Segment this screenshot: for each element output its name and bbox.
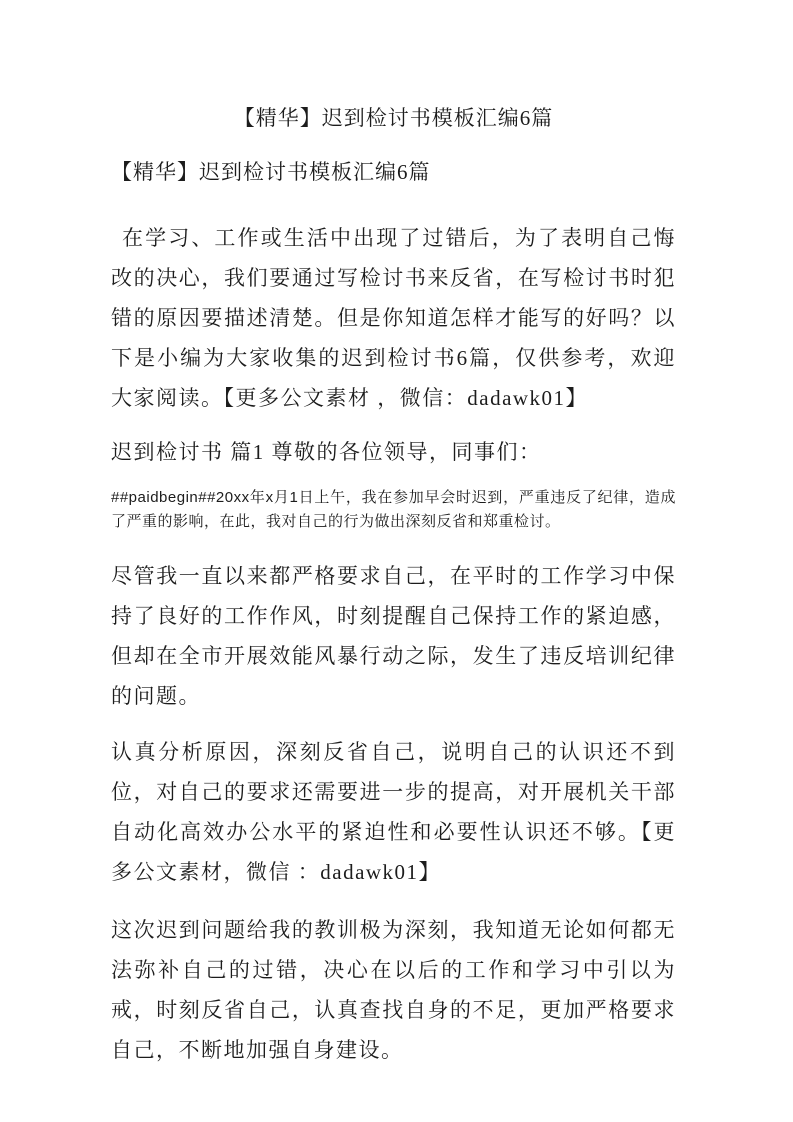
section1-paid-note: ##paidbegin##20xx年x月1日上午，我在参加早会时迟到，严重违反了纪律，造成了严重的影响，在此，我对自己的行为做出深刻反省和郑重检讨。 — [111, 489, 676, 530]
section1-paragraph-1: 尽管我一直以来都严格要求自己，在平时的工作学习中保持了良好的工作作风，时刻提醒自己保持工作的紧迫感，但却在全市开展效能风暴行动之际，发生了违反培训纪律的问题。 — [111, 564, 676, 708]
section1-paragraph-3: 这次迟到问题给我的教训极为深刻，我知道无论如何都无法弥补自己的过错，决心在以后的工作和学习中引以为戒，时刻反省自己，认真查找自身的不足，更加严格要求自己，不断地加强自身建设。 — [111, 918, 676, 1062]
section1-heading: 迟到检讨书 篇1 尊敬的各位领导，同事们： — [111, 440, 542, 464]
document-title: 【精华】迟到检讨书模板汇编6篇 — [233, 106, 554, 130]
intro-heading: 【精华】迟到检讨书模板汇编6篇 — [111, 160, 431, 184]
section1-paragraph-2: 认真分析原因，深刻反省自己，说明自己的认识还不到位，对自己的要求还需要进一步的提高，对开展机关干部自动化高效办公水平的紧迫性和必要性认识还不够。【更多公文素材，微信 ：dadawk01】 — [111, 740, 676, 884]
intro-paragraph: 在学习、工作或生活中出现了过错后，为了表明自己悔改的决心，我们要通过写检讨书来反省，在写检讨书时犯错的原因要描述清楚。但是你知道怎样才能写的好吗？以下是小编为大家收集的迟到检讨书6篇，仅供参考，欢迎大家阅读。【更多公文素材 ，微信：dadawk01】 — [111, 226, 676, 410]
